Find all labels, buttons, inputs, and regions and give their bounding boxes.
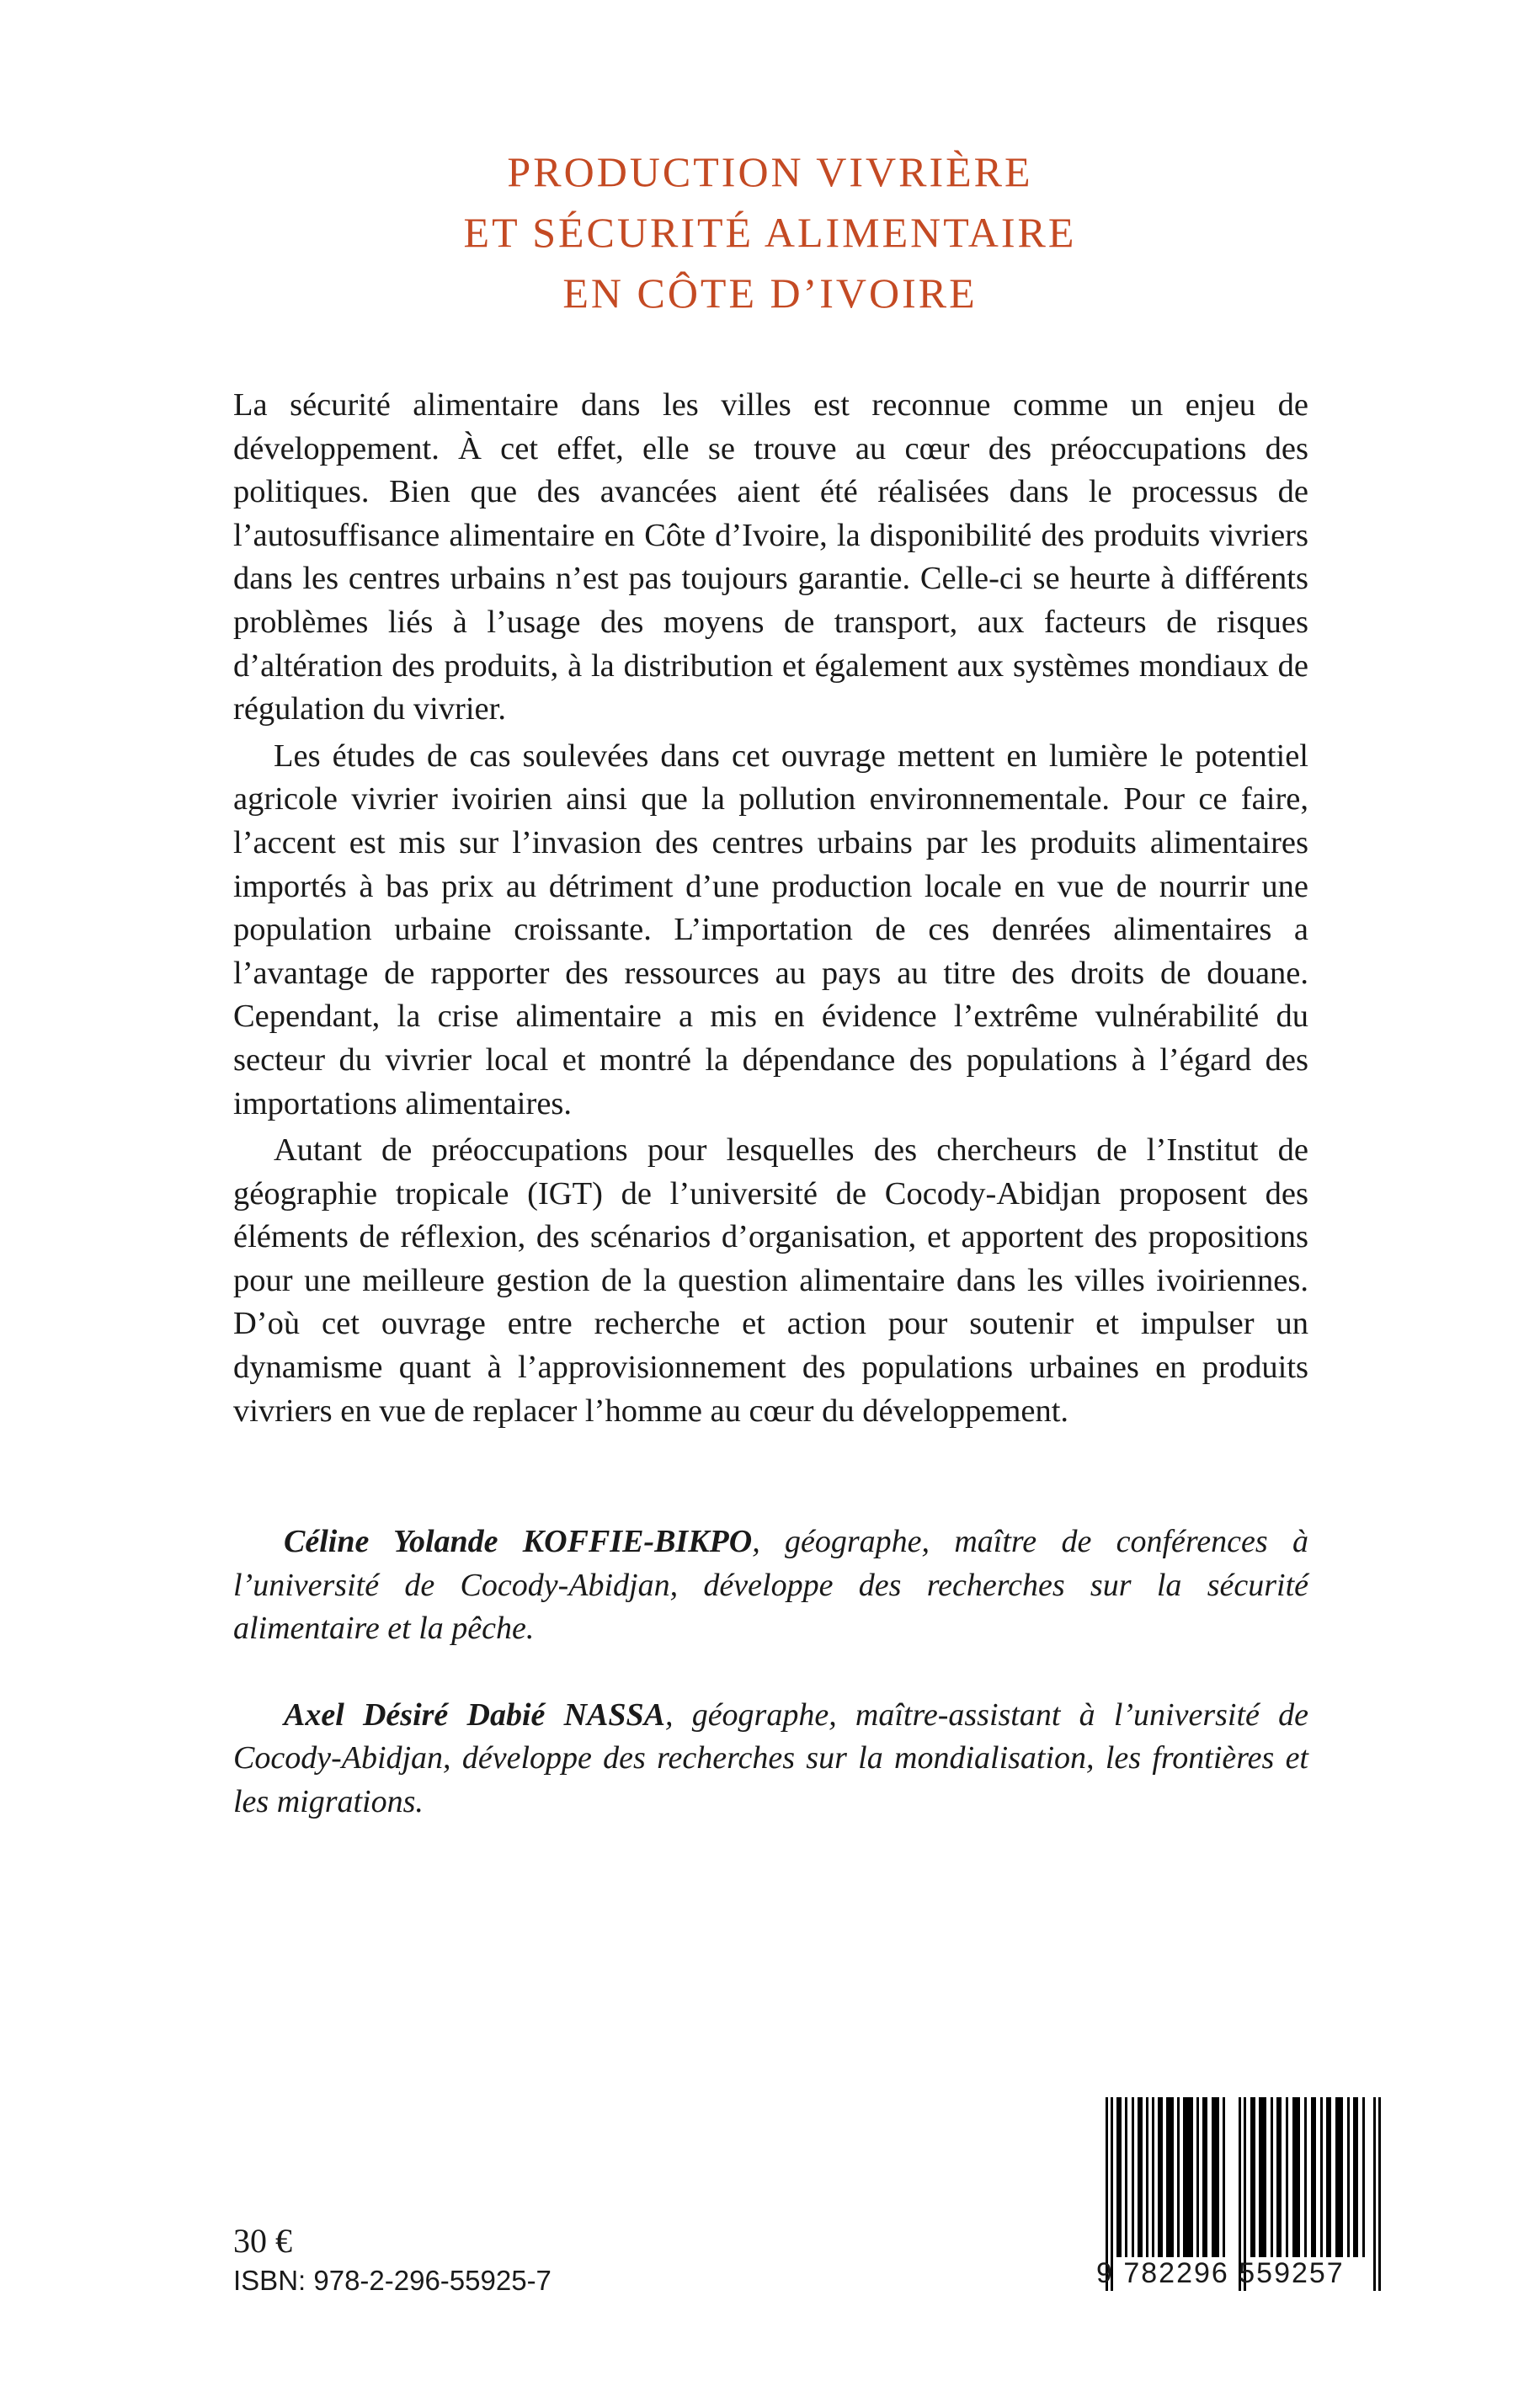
barcode-digits: 9 782296 559257 (1096, 2257, 1345, 2289)
author-bio-1 (233, 1521, 1308, 1651)
author-desc-1: , géographe, maître de conférences à l’université de Cocody-Abidjan, développe des recherches sur la sécurité alimentaire et la pêche. (233, 1524, 1308, 1647)
title-line-3: EN CÔTE D’IVOIRE (562, 269, 978, 317)
book-title (0, 141, 1540, 323)
author-name-2: Axel Désiré Dabié NASSA (284, 1696, 665, 1733)
author-bios (233, 1521, 1308, 1867)
isbn: ISBN: 978-2-296-55925-7 (233, 2265, 552, 2296)
blurb-paragraph-1: La sécurité alimentaire dans les villes est reconnue comme un enjeu de développement. À cet effet, elle se trouve au cœur des préoccupations des politiques. Bien que des avancées aient été réalisées dans le processus de l’autosuffisance alimentaire en Côte d’Ivoire, la disponibilité des produits vivriers dans les centres urbains n’est pas toujours garantie. Celle-ci se heurte à différents problèmes liés à l’usage des moyens de transport, aux facteurs de risques d’altération des produits, à la distribution et également aux systèmes mondiaux de régulation du vivrier. (233, 387, 1308, 727)
author-desc-2: , géographe, maître-assistant à l’université de Cocody-Abidjan, développe des recherches sur la mondialisation, les frontières et les migrations. (233, 1696, 1308, 1819)
blurb-paragraph-2: Les études de cas soulevées dans cet ouvrage mettent en lumière le potentiel agricole vivrier ivoirien ainsi que la pollution environnementale. Pour ce faire, l’accent est mis sur l’invasion des centres urbains par les produits alimentaires importés à bas prix au détriment d’une production locale en vue de nourrir une population urbaine croissante. L’importation de ces denrées alimentaires a l’avantage de rapporter des ressources au pays au titre des droits de douane. Cependant, la crise alimentaire a mis en évidence l’extrême vulnérabilité du secteur du vivrier local et montré la dépendance des populations à l’égard des importations alimentaires. (233, 738, 1308, 1121)
title-line-2: ET SÉCURITÉ ALIMENTAIRE (463, 209, 1077, 256)
blurb-paragraph-3: Autant de préoccupations pour lesquelles des chercheurs de l’Institut de géographie tropicale (IGT) de l’université de Cocody-Abidjan proposent des éléments de réflexion, des scénarios d’organisation, et apportent des propositions pour une meilleure gestion de la question alimentaire dans les villes ivoiriennes. D’où cet ouvrage entre recherche et action pour soutenir et impulser un dynamisme quant à l’approvisionnement des populations urbaines en produits vivriers en vue de replacer l’homme au cœur du développement. (233, 1132, 1308, 1429)
author-name-1: Céline Yolande KOFFIE-BIKPO (284, 1524, 753, 1559)
author-bio-2 (233, 1694, 1308, 1824)
price: 30 € (233, 2222, 292, 2260)
title-line-1: PRODUCTION VIVRIÈRE (507, 148, 1033, 195)
blurb (233, 384, 1308, 1433)
